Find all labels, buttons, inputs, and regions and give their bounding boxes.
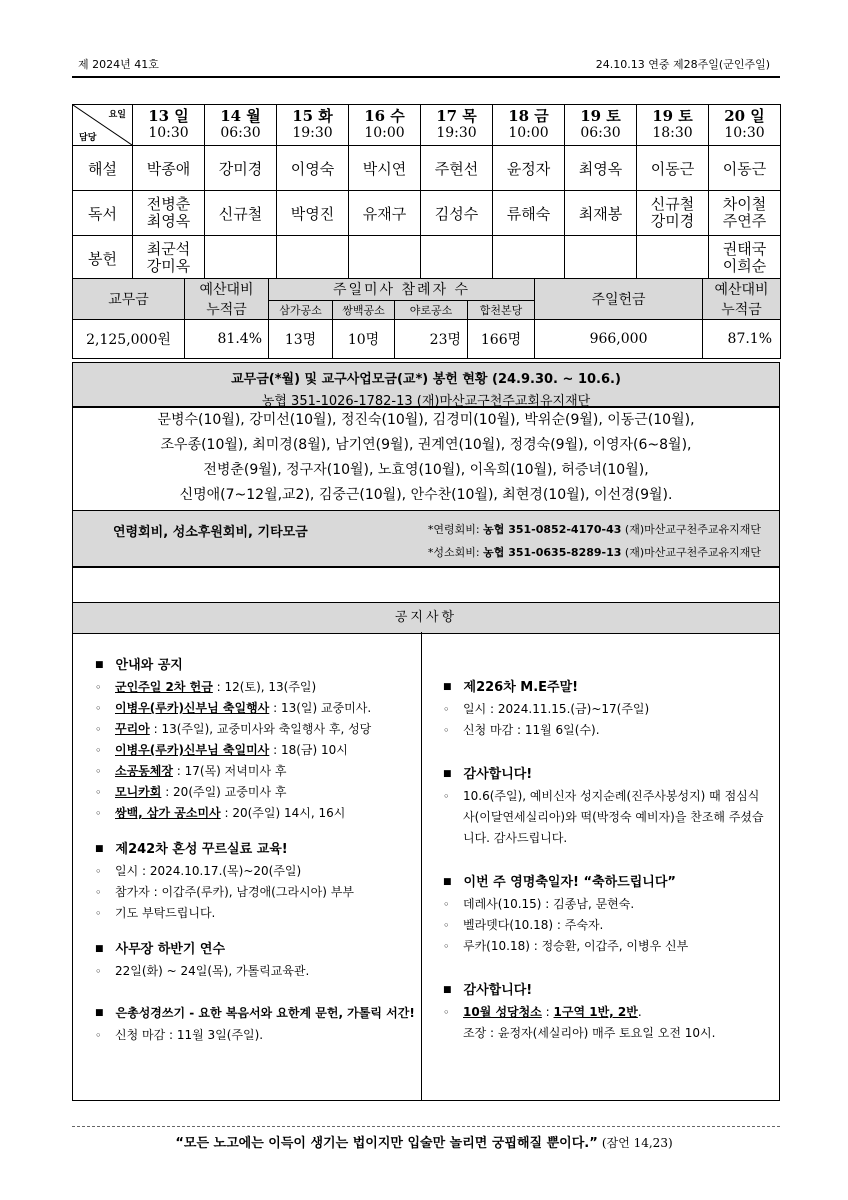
section-title: ■ 이번 주 영명축일자! “축하드립니다”: [443, 875, 676, 890]
schedule-table: [72, 104, 781, 281]
schedule-cell: [205, 236, 277, 281]
list-item: ◦ 소공동체장 : 17(목) 저녁미사 후: [95, 761, 415, 782]
schedule-cell: 유재구: [349, 191, 421, 236]
attendance-col-header: 야로공소: [395, 300, 468, 319]
donation-line: 문병수(10월), 강미선(10월), 정진숙(10월), 김경미(10월), 박위순(9월), 이동근(10월),: [157, 412, 695, 428]
donation-line: 전병춘(9월), 정구자(10월), 노효영(10월), 이옥희(10월), 허증녀(10월),: [203, 462, 649, 478]
section-title: ■ 감사합니다!: [443, 767, 533, 782]
row-label: 독서: [73, 191, 133, 236]
notice-right-column: [443, 676, 765, 1044]
list-item: ◦ 10.6(주일), 예비신자 성지순례(진주사봉성지) 때 점심식사(이달연세실리아)와 떡(박정숙 예비자)을 찬조해 주셨습니다. 감사드립니다.: [443, 786, 765, 849]
section-title: ■ 은총성경쓰기 - 요한 복음서와 요한계 문헌, 가톨릭 서간!: [95, 1006, 415, 1020]
schedule-cell: 이동근: [709, 146, 781, 191]
day-header: 17 목 19:30: [421, 105, 493, 146]
donation-line: 신명애(7~12월,교2), 김중근(10월), 안수찬(10월), 최현경(10월), 이선경(9월).: [179, 487, 673, 503]
blank-row: [72, 566, 780, 604]
schedule-cell: [565, 236, 637, 281]
diocese-ratio-value: 81.4%: [185, 320, 269, 359]
row-label: 해설: [73, 146, 133, 191]
section-items: [95, 677, 415, 824]
list-item: ◦ 데레사(10.15) : 김종남, 문현숙.: [443, 894, 765, 915]
gifts-title: 연령회비, 성소후원회비, 기타모금: [113, 525, 308, 540]
attendance-col-header: 삼가공소: [269, 300, 333, 319]
schedule-cell: 이영숙: [277, 146, 349, 191]
list-item: ◦ 22일(화) ~ 24일(목), 가톨릭교육관.: [95, 961, 415, 982]
schedule-cell: 전병춘 최영옥: [133, 191, 205, 236]
donation-title: 교무금(*월) 및 교구사업모금(교*) 봉헌 현황 (24.9.30. ~ 10.6.): [231, 372, 621, 387]
schedule-cell: 강미경: [205, 146, 277, 191]
schedule-cell: 최재봉: [565, 191, 637, 236]
schedule-cell: 김성수: [421, 191, 493, 236]
schedule-corner: 요일 담당: [73, 105, 133, 146]
schedule-cell: 권태국 이희순: [709, 236, 781, 281]
section-title: ■ 안내와 공지: [95, 658, 183, 673]
section-title: ■ 감사합니다!: [443, 983, 533, 998]
donation-account: 농협 351-1026-1782-13 (재)마산교구천주교회유지재단: [261, 394, 591, 409]
list-item: ◦ 10월 성당청소 : 1구역 1반, 2반.: [443, 1002, 765, 1023]
schedule-cell: [349, 236, 421, 281]
attendance-value: 13명: [269, 320, 333, 359]
list-item: ◦ 벨라뎃다(10.18) : 주숙자.: [443, 915, 765, 936]
list-item: ◦ 군인주일 2차 헌금 : 12(토), 13(주일): [95, 677, 415, 698]
day-header: 16 수 10:00: [349, 105, 421, 146]
schedule-cell: [637, 236, 709, 281]
donation-line: 조우종(10월), 최미경(8월), 남기연(9월), 권계연(10월), 정경숙(9월), 이영자(6~8월),: [160, 437, 692, 453]
header-rule: [72, 76, 780, 78]
attendance-value: 166명: [468, 320, 535, 359]
day-header: 14 월 06:30: [205, 105, 277, 146]
list-item: ◦ 참가자 : 이갑주(루카), 남경애(그라시아) 부부: [95, 882, 415, 903]
schedule-cell: 이동근: [637, 146, 709, 191]
schedule-cell: 윤정자: [493, 146, 565, 191]
list-item: ◦ 이병우(루카)신부님 축일행사 : 13(일) 교중미사.: [95, 698, 415, 719]
schedule-cell: 박시연: [349, 146, 421, 191]
notice-title: 공지사항: [72, 602, 780, 634]
section-title: ■ 제226차 M.E주말!: [443, 680, 579, 695]
schedule-cell: 차이철 주연주: [709, 191, 781, 236]
list-item: ◦ 모니카회 : 20(주일) 교중미사 후: [95, 782, 415, 803]
schedule-cell: 신규철: [205, 191, 277, 236]
list-item: ◦ 일시 : 2024.10.17.(목)~20(주일): [95, 861, 415, 882]
attendance-col-header: 합천본당: [468, 300, 535, 319]
issue-number: 제 2024년 41호: [78, 58, 159, 71]
gifts-account-1: *연령회비: 농협 351-0852-4170-43 (재)마산교구천주교유지재단: [427, 523, 761, 536]
diocese-fee-value: 2,125,000원: [73, 320, 185, 359]
donation-list: [72, 406, 780, 513]
day-header: 18 금 10:00: [493, 105, 565, 146]
schedule-cell: 류해숙: [493, 191, 565, 236]
schedule-cell: [421, 236, 493, 281]
list-item: ◦ 일시 : 2024.11.15.(금)~17(주일): [443, 699, 765, 720]
attendance-value: 23명: [395, 320, 468, 359]
day-header: 19 토 06:30: [565, 105, 637, 146]
day-header: 13 일 10:30: [133, 105, 205, 146]
row-label: 봉헌: [73, 236, 133, 281]
schedule-cell: 신규철 강미경: [637, 191, 709, 236]
notice-body: [72, 632, 780, 1101]
list-item-continued: 조장 : 윤정자(세실리아) 매주 토요일 오전 10시.: [463, 1026, 716, 1040]
list-item: ◦ 쌍백, 삼가 공소미사 : 20(주일) 14시, 16시: [95, 803, 415, 824]
diocese-fee-label: 교무금: [73, 279, 185, 320]
collection-ratio-value: 87.1%: [703, 320, 781, 359]
list-item: ◦ 루카(10.18) : 정승환, 이갑주, 이병우 신부: [443, 936, 765, 957]
list-item: ◦ 기도 부탁드립니다.: [95, 903, 415, 924]
gifts-account-2: *성소회비: 농협 351-0635-8289-13 (재)마산교구천주교유지재단: [427, 546, 761, 559]
budget-cum-label: 예산대비 누적금: [185, 279, 269, 320]
schedule-cell: 박영진: [277, 191, 349, 236]
section-title: ■ 사무장 하반기 연수: [95, 942, 226, 957]
donation-header: [72, 362, 780, 408]
finance-table: [72, 278, 781, 359]
schedule-cell: 주현선: [421, 146, 493, 191]
gifts-box: [72, 510, 780, 568]
day-header: 20 일 10:30: [709, 105, 781, 146]
collection-label: 주일헌금: [535, 279, 703, 320]
schedule-cell: 최영옥: [565, 146, 637, 191]
list-item: ◦ 이병우(루카)신부님 축일미사 : 18(금) 10시: [95, 740, 415, 761]
notice-left-column: [95, 654, 415, 1046]
list-item: ◦ 신청 마감 : 11월 3일(주일).: [95, 1025, 415, 1046]
schedule-cell: 박종애: [133, 146, 205, 191]
list-item: ◦ 꾸리아 : 13(주일), 교중미사와 축일행사 후, 성당: [95, 719, 415, 740]
day-header: 15 화 19:30: [277, 105, 349, 146]
schedule-cell: [493, 236, 565, 281]
issue-date: 24.10.13 연중 제28주일(군인주일): [595, 58, 770, 71]
collection-value: 966,000: [535, 320, 703, 359]
schedule-cell: [277, 236, 349, 281]
attendance-col-header: 쌍백공소: [333, 300, 395, 319]
attendance-value: 10명: [333, 320, 395, 359]
footer-rule: [72, 1126, 780, 1127]
day-header: 19 토 18:30: [637, 105, 709, 146]
list-item: ◦ 신청 마감 : 11월 6일(수).: [443, 720, 765, 741]
footer-quote: “모든 노고에는 이득이 생기는 법이지만 입술만 놀리면 궁핍해질 뿐이다.” (잠언 14,23): [175, 1136, 673, 1151]
column-divider: [421, 632, 422, 1100]
section-title: ■ 제242차 혼성 꾸르실료 교육!: [95, 842, 288, 857]
budget-cum-label-2: 예산대비 누적금: [703, 279, 781, 320]
attendance-label: 주일미사 참례자 수: [269, 279, 535, 301]
schedule-cell: 최군석 강미옥: [133, 236, 205, 281]
